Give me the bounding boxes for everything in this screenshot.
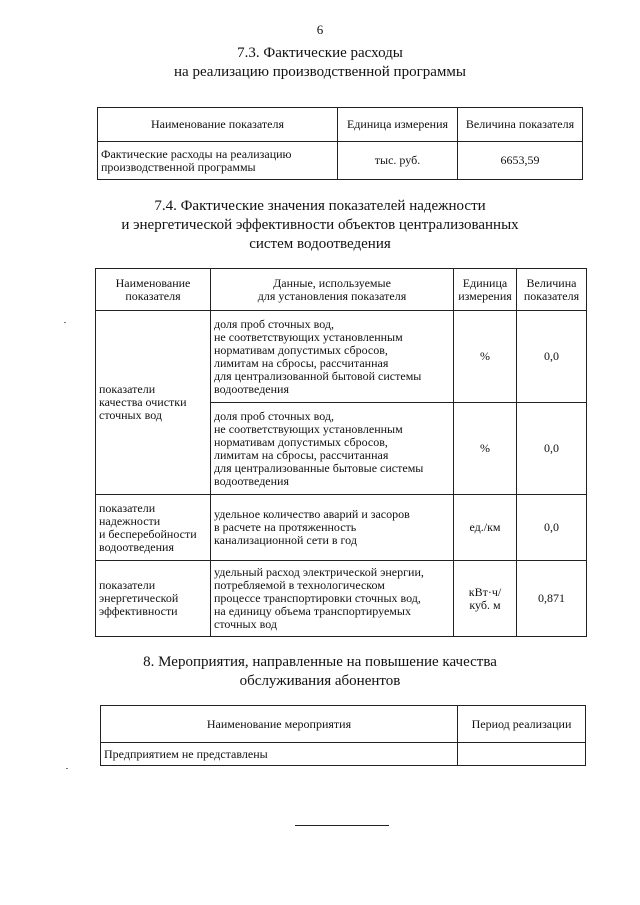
text-line: измерения bbox=[458, 288, 512, 303]
text-line: не соответствующих установленным bbox=[214, 421, 403, 436]
text-line: водоотведения bbox=[214, 381, 289, 396]
text-line: энергетической bbox=[99, 591, 179, 605]
text-line: куб. м bbox=[469, 597, 501, 612]
text-line: показателя bbox=[523, 288, 580, 303]
title-line: на реализацию производственной программы bbox=[174, 64, 466, 80]
value-cell: 0,0 bbox=[517, 403, 587, 495]
activity-period-cell bbox=[458, 743, 586, 766]
unit-cell: % bbox=[454, 403, 517, 495]
group-name-energy-efficiency bbox=[96, 561, 211, 637]
text-line: в расчете на протяженность bbox=[214, 520, 357, 534]
title-line: обслуживания абонентов bbox=[239, 673, 401, 689]
header-period: Период реализации bbox=[458, 706, 586, 743]
activities-table bbox=[100, 705, 586, 766]
text-line: надежности bbox=[99, 513, 161, 528]
text-line: не соответствующих установленным bbox=[214, 329, 403, 344]
group-name-reliability bbox=[96, 495, 211, 561]
closing-rule bbox=[295, 825, 389, 826]
text-line: сточных вод bbox=[214, 617, 277, 631]
text-line: канализационной сети в год bbox=[214, 533, 357, 547]
unit-cell: ед./км bbox=[454, 495, 517, 561]
data-cell bbox=[211, 403, 454, 495]
title-line: систем водоотведения bbox=[249, 236, 391, 252]
text-line: Фактические расходы на реализацию bbox=[101, 146, 292, 161]
text-line: удельное количество аварий и засоров bbox=[214, 507, 410, 521]
text-line: Наименование bbox=[115, 275, 191, 290]
text-line: качества очистки bbox=[99, 395, 187, 409]
text-line: и бесперебойности bbox=[99, 526, 197, 541]
text-line: показатели bbox=[99, 382, 156, 396]
text-line: для централизованные бытовые системы bbox=[214, 460, 424, 475]
row-unit-cell: тыс. руб. bbox=[338, 142, 458, 180]
data-cell bbox=[211, 311, 454, 403]
text-line: эффективности bbox=[99, 604, 178, 618]
value-cell: 0,0 bbox=[517, 495, 587, 561]
header-unit: Единица измерения bbox=[338, 108, 458, 142]
header-value bbox=[517, 269, 587, 311]
text-line: производственной программы bbox=[101, 159, 256, 174]
row-value-cell: 6653,59 bbox=[458, 142, 583, 180]
actual-expenses-table bbox=[97, 107, 583, 180]
section-7-3-title bbox=[0, 44, 640, 82]
header-data bbox=[211, 269, 454, 311]
title-line: и энергетической эффективности объектов централизованных bbox=[121, 217, 519, 233]
text-line: доля проб сточных вод, bbox=[214, 408, 334, 423]
row-name-cell bbox=[98, 142, 338, 180]
text-line: доля проб сточных вод, bbox=[214, 316, 334, 331]
value-cell: 0,871 bbox=[517, 561, 587, 637]
unit-cell: % bbox=[454, 311, 517, 403]
header-unit bbox=[454, 269, 517, 311]
scan-speck bbox=[64, 322, 66, 323]
text-line: водоотведения bbox=[99, 539, 174, 554]
text-line: нормативам допустимых сбросов, bbox=[214, 434, 388, 449]
section-7-4-title bbox=[0, 197, 640, 254]
text-line: удельный расход электрической энергии, bbox=[214, 565, 424, 579]
text-line: лимитам на сбросы, рассчитанная bbox=[214, 355, 389, 370]
header-activity-name: Наименование мероприятия bbox=[101, 706, 458, 743]
text-line: лимитам на сбросы, рассчитанная bbox=[214, 447, 389, 462]
text-line: Единица bbox=[462, 275, 508, 290]
header-indicator-name: Наименование показателя bbox=[98, 108, 338, 142]
activity-name-cell: Предприятием не представлены bbox=[101, 743, 458, 766]
data-cell bbox=[211, 495, 454, 561]
text-line: показатели bbox=[99, 500, 156, 515]
text-line: кВт·ч/ bbox=[468, 584, 502, 599]
text-line: водоотведения bbox=[214, 473, 289, 488]
text-line: нормативам допустимых сбросов, bbox=[214, 342, 388, 357]
text-line: процессе транспортировки сточных вод, bbox=[214, 591, 421, 605]
text-line: Данные, используемые bbox=[273, 275, 391, 290]
header-value: Величина показателя bbox=[458, 108, 583, 142]
unit-cell bbox=[454, 561, 517, 637]
text-line: для централизованной бытовой системы bbox=[214, 368, 422, 383]
text-line: на единицу объема транспортируемых bbox=[214, 604, 411, 618]
text-line: показателя bbox=[125, 288, 181, 303]
section-8-title bbox=[0, 653, 640, 691]
data-cell bbox=[211, 561, 454, 637]
text-line: показатели bbox=[99, 578, 156, 592]
title-line: 7.4. Фактические значения показателей надежности bbox=[154, 198, 486, 214]
text-line: потребляемой в технологическом bbox=[214, 578, 385, 592]
title-line: 7.3. Фактические расходы bbox=[237, 45, 403, 61]
text-line: для установления показателя bbox=[257, 288, 407, 303]
page-number: 6 bbox=[316, 22, 324, 37]
group-name-treatment-quality bbox=[96, 311, 211, 495]
reliability-efficiency-table bbox=[95, 268, 587, 637]
text-line: Величина bbox=[526, 275, 577, 290]
scan-speck bbox=[66, 768, 68, 769]
text-line: сточных вод bbox=[99, 408, 162, 422]
value-cell: 0,0 bbox=[517, 311, 587, 403]
header-name bbox=[96, 269, 211, 311]
title-line: 8. Мероприятия, направленные на повышение качества bbox=[143, 654, 497, 670]
